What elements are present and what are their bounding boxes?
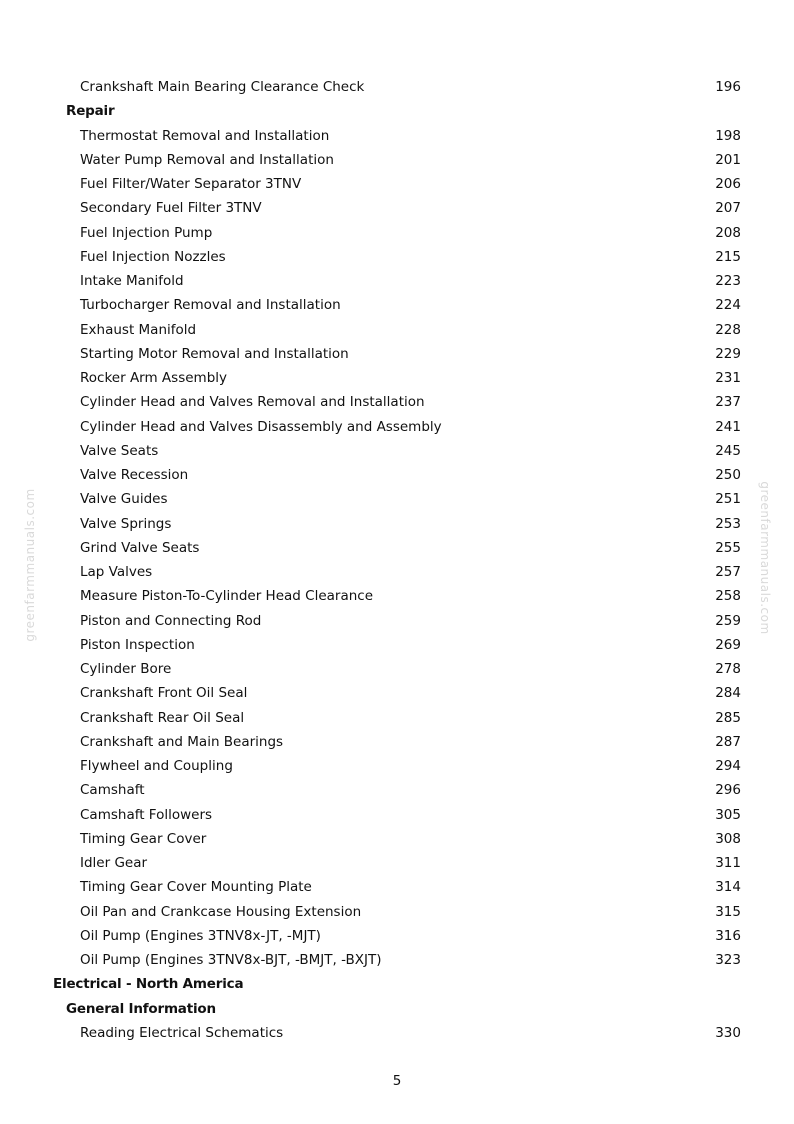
toc-entry[interactable] bbox=[0, 657, 794, 681]
toc-entry[interactable] bbox=[0, 390, 794, 414]
toc-entry-page: 245 bbox=[715, 442, 741, 459]
toc-entry-title: Valve Springs bbox=[80, 515, 172, 532]
toc-entry-page: 278 bbox=[715, 661, 741, 677]
toc-entry[interactable] bbox=[0, 512, 794, 536]
toc-entry[interactable] bbox=[0, 851, 794, 875]
toc-entry[interactable] bbox=[0, 536, 794, 560]
toc-entry-title: Valve Guides bbox=[80, 491, 168, 508]
toc-entry[interactable] bbox=[0, 827, 794, 851]
toc-entry-title: Camshaft bbox=[80, 782, 145, 799]
toc-entry-title: Oil Pan and Crankcase Housing Extension bbox=[80, 903, 362, 920]
page-number: 5 bbox=[392, 1073, 402, 1089]
toc-entry-title: Secondary Fuel Filter 3TNV bbox=[80, 200, 262, 217]
toc-entry-title: Piston Inspection bbox=[80, 636, 195, 653]
toc-entry[interactable] bbox=[0, 148, 794, 172]
toc-entry[interactable] bbox=[0, 948, 794, 972]
toc-section-heading[interactable] bbox=[0, 997, 794, 1021]
toc-entry[interactable] bbox=[0, 439, 794, 463]
toc-entry-page: 259 bbox=[715, 612, 741, 629]
toc-entry-page: 285 bbox=[715, 709, 741, 726]
toc-entry-page: 237 bbox=[715, 394, 741, 411]
toc-entry-page: 208 bbox=[715, 224, 741, 241]
toc-entry-title: Crankshaft Front Oil Seal bbox=[80, 685, 248, 702]
toc-entry[interactable] bbox=[0, 754, 794, 778]
watermark-right: greenfarmmanuals.com bbox=[758, 481, 772, 635]
toc-entry-title: Flywheel and Coupling bbox=[80, 758, 233, 774]
toc-entry-title: Intake Manifold bbox=[80, 273, 184, 289]
toc-entry-title: Measure Piston-To-Cylinder Head Clearance bbox=[80, 588, 374, 605]
toc-entry-title: Oil Pump (Engines 3TNV8x-JT, -MJT) bbox=[80, 927, 321, 944]
toc-entry-title: General Information bbox=[66, 1000, 216, 1017]
toc-entry-title: Fuel Injection Nozzles bbox=[80, 248, 226, 265]
toc-entry-page: 314 bbox=[715, 879, 741, 896]
toc-entry[interactable] bbox=[0, 269, 794, 293]
toc-entry[interactable] bbox=[0, 706, 794, 730]
toc-entry[interactable] bbox=[0, 124, 794, 148]
toc-entry-title: Timing Gear Cover bbox=[80, 830, 207, 847]
toc-entry[interactable] bbox=[0, 730, 794, 754]
toc-entry-title: Piston and Connecting Rod bbox=[80, 612, 262, 629]
toc-entry-page: 269 bbox=[715, 636, 741, 653]
toc-entry-title: Crankshaft and Main Bearings bbox=[80, 733, 284, 750]
toc-entry[interactable] bbox=[0, 609, 794, 633]
toc-entry[interactable] bbox=[0, 172, 794, 196]
toc-entry[interactable] bbox=[0, 463, 794, 487]
toc-entry-page: 201 bbox=[715, 151, 741, 168]
toc-entry-page: 258 bbox=[715, 588, 741, 605]
toc-entry-title: Valve Recession bbox=[80, 467, 189, 483]
toc-entry[interactable] bbox=[0, 196, 794, 220]
toc-entry-title: Crankshaft Main Bearing Clearance Check bbox=[80, 79, 365, 95]
toc-entry-page: 294 bbox=[715, 758, 741, 774]
toc-entry-title: Valve Seats bbox=[80, 442, 159, 459]
toc-entry[interactable] bbox=[0, 245, 794, 269]
toc-entry-title: Lap Valves bbox=[80, 564, 153, 580]
toc-entry-title: Fuel Filter/Water Separator 3TNV bbox=[80, 176, 302, 192]
toc-entry-page: 316 bbox=[715, 927, 741, 944]
toc-entry-title: Idler Gear bbox=[80, 855, 148, 871]
toc-entry[interactable] bbox=[0, 221, 794, 245]
toc-entry-title: Oil Pump (Engines 3TNV8x-BJT, -BMJT, -BXJT) bbox=[80, 952, 382, 968]
toc-entry[interactable] bbox=[0, 487, 794, 511]
toc-entry-page: 250 bbox=[715, 467, 741, 483]
toc-entry-page: 308 bbox=[715, 830, 741, 847]
toc-entry-title: Timing Gear Cover Mounting Plate bbox=[80, 879, 312, 896]
table-of-contents bbox=[0, 75, 794, 1045]
toc-section-heading[interactable] bbox=[0, 972, 794, 996]
toc-entry-title: Electrical - North America bbox=[53, 976, 244, 993]
toc-entry[interactable] bbox=[0, 560, 794, 584]
toc-entry-title: Cylinder Head and Valves Disassembly and Assembly bbox=[80, 418, 442, 435]
toc-entry-page: 224 bbox=[715, 297, 741, 314]
toc-entry[interactable] bbox=[0, 75, 794, 99]
toc-entry-page: 223 bbox=[715, 273, 741, 289]
toc-entry-title: Camshaft Followers bbox=[80, 806, 213, 823]
toc-entry-page: 287 bbox=[715, 733, 741, 750]
toc-entry-page: 231 bbox=[715, 370, 741, 386]
toc-entry[interactable] bbox=[0, 633, 794, 657]
toc-entry-page: 251 bbox=[715, 491, 741, 508]
toc-entry-title: Thermostat Removal and Installation bbox=[80, 127, 330, 144]
toc-entry[interactable] bbox=[0, 681, 794, 705]
toc-entry-page: 305 bbox=[715, 806, 741, 823]
toc-entry-page: 228 bbox=[715, 321, 741, 338]
toc-entry[interactable] bbox=[0, 1021, 794, 1045]
toc-entry[interactable] bbox=[0, 875, 794, 899]
toc-entry-page: 229 bbox=[715, 345, 741, 362]
toc-entry-page: 255 bbox=[715, 539, 741, 556]
toc-entry[interactable] bbox=[0, 803, 794, 827]
toc-entry-page: 215 bbox=[715, 248, 741, 265]
toc-entry-title: Exhaust Manifold bbox=[80, 321, 197, 338]
toc-entry[interactable] bbox=[0, 778, 794, 802]
toc-entry-title: Water Pump Removal and Installation bbox=[80, 151, 334, 168]
toc-entry-page: 311 bbox=[715, 855, 741, 871]
toc-entry-title: Repair bbox=[66, 103, 115, 120]
toc-entry[interactable] bbox=[0, 900, 794, 924]
toc-entry-title: Turbocharger Removal and Installation bbox=[80, 297, 341, 314]
toc-entry[interactable] bbox=[0, 318, 794, 342]
toc-entry-title: Cylinder Bore bbox=[80, 661, 172, 677]
toc-entry-title: Crankshaft Rear Oil Seal bbox=[80, 709, 245, 726]
toc-entry[interactable] bbox=[0, 584, 794, 608]
toc-entry-title: Reading Electrical Schematics bbox=[80, 1024, 284, 1041]
toc-entry-page: 253 bbox=[715, 515, 741, 532]
toc-entry-title: Cylinder Head and Valves Removal and Installation bbox=[80, 394, 425, 411]
toc-entry[interactable] bbox=[0, 293, 794, 317]
watermark-left: greenfarmmanuals.com bbox=[23, 488, 37, 642]
toc-entry-page: 196 bbox=[715, 79, 741, 95]
toc-entry[interactable] bbox=[0, 415, 794, 439]
toc-entry-page: 257 bbox=[715, 564, 741, 580]
toc-entry[interactable] bbox=[0, 924, 794, 948]
toc-entry-title: Grind Valve Seats bbox=[80, 539, 200, 556]
toc-entry-title: Starting Motor Removal and Installation bbox=[80, 345, 349, 362]
toc-section-heading[interactable] bbox=[0, 99, 794, 123]
toc-entry-page: 284 bbox=[715, 685, 741, 702]
toc-entry-page: 206 bbox=[715, 176, 741, 192]
toc-entry[interactable] bbox=[0, 366, 794, 390]
toc-entry-title: Fuel Injection Pump bbox=[80, 224, 213, 241]
toc-entry-page: 315 bbox=[715, 903, 741, 920]
toc-entry-page: 207 bbox=[715, 200, 741, 217]
toc-entry[interactable] bbox=[0, 342, 794, 366]
toc-entry-title: Rocker Arm Assembly bbox=[80, 370, 227, 386]
toc-entry-page: 241 bbox=[715, 418, 741, 435]
toc-entry-page: 198 bbox=[715, 127, 741, 144]
toc-entry-page: 323 bbox=[715, 952, 741, 968]
toc-entry-page: 296 bbox=[715, 782, 741, 799]
toc-entry-page: 330 bbox=[715, 1024, 741, 1041]
